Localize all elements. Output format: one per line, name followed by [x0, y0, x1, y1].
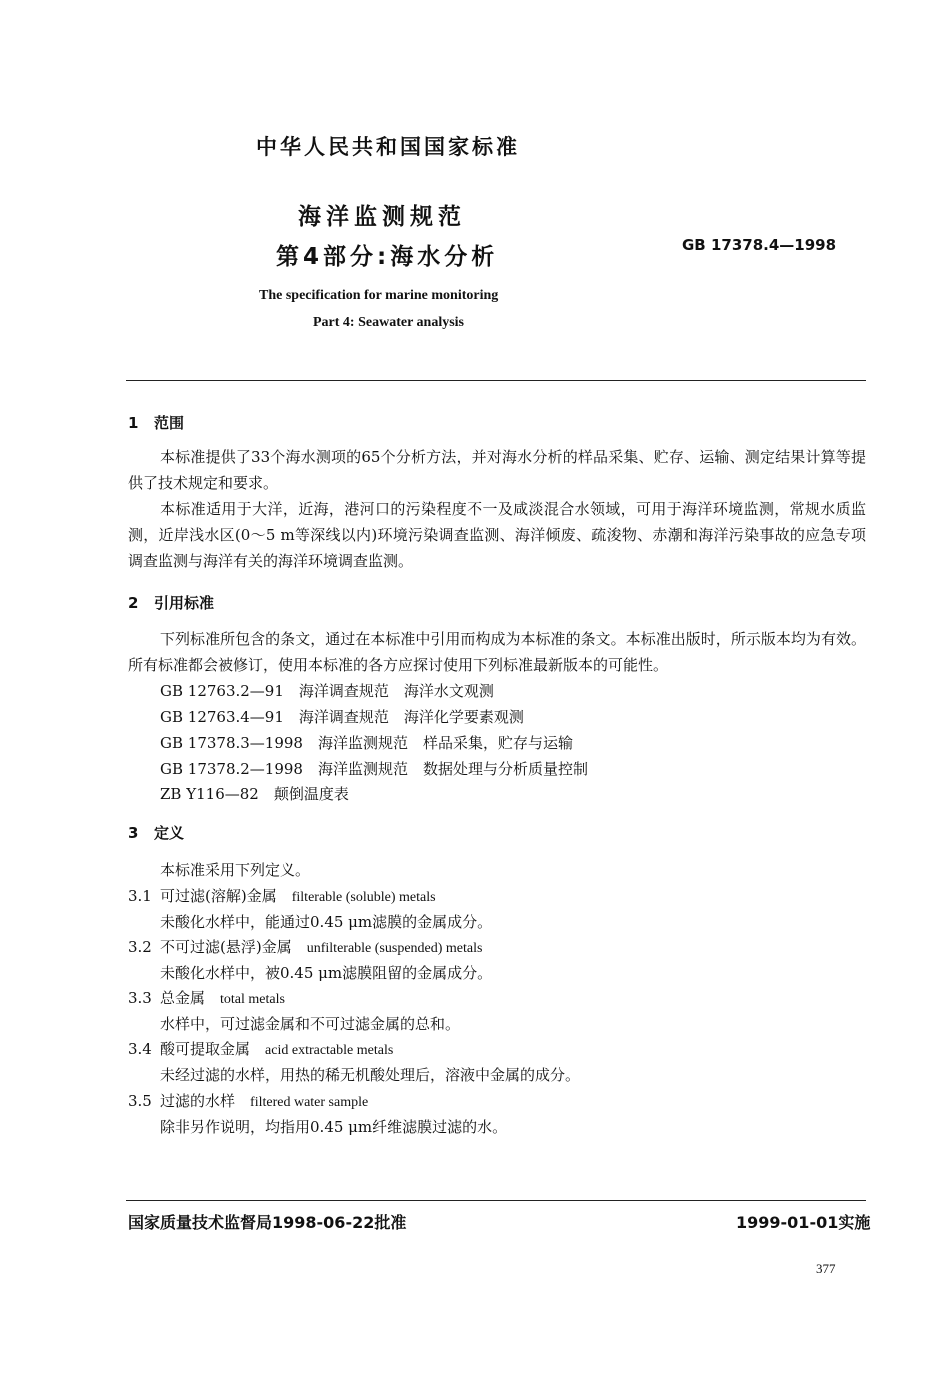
paragraph: 本标准适用于大洋，近海，港河口的污染程度不一及咸淡混合水领域，可用于海洋环境监测，常规水质监测，近岸浅水区(0～5 m等深线以内)环境污染调查监测、海洋倾废、疏浚物、赤潮和海洋污染事故的应急专项调查监测与海洋有关的海洋环境调查监测。	[128, 500, 866, 570]
definition-term-en: total metals	[220, 992, 285, 1007]
standard-code: GB 17378.4—1998	[682, 236, 837, 254]
document-title-line2: 第4部分:海水分析	[276, 244, 499, 270]
definition-number: 3.4	[128, 1040, 152, 1058]
definition-3-4	[128, 1038, 393, 1059]
section-title: 范围	[154, 414, 185, 432]
definition-term-en: filtered water sample	[250, 1095, 369, 1110]
definition-number: 3.2	[128, 938, 152, 956]
definition-term-en: unfilterable (suspended) metals	[306, 941, 483, 956]
reference-item: GB 12763.2—91 海洋调查规范 海洋水文观测	[160, 682, 494, 700]
definition-term-en: filterable (soluble) metals	[291, 890, 436, 905]
effective-date: 1999-01-01实施	[736, 1213, 871, 1232]
definition-number: 3.5	[128, 1092, 152, 1110]
english-title-line1: The specification for marine monitoring	[259, 288, 499, 303]
definition-term: 不可过滤(悬浮)金属	[160, 938, 292, 956]
definition-number: 3.1	[128, 887, 152, 905]
definition-3-5	[128, 1090, 368, 1111]
definition-desc: 除非另作说明，均指用0.45 μm纤维滤膜过滤的水。	[160, 1118, 508, 1136]
reference-item: GB 17378.2—1998 海洋监测规范 数据处理与分析质量控制	[160, 760, 588, 778]
definition-number: 3.3	[128, 989, 152, 1007]
section-title: 引用标准	[154, 594, 215, 612]
definition-desc: 未酸化水样中，能通过0.45 μm滤膜的金属成分。	[160, 913, 493, 931]
definition-3-1	[128, 885, 436, 906]
section-2-heading	[128, 592, 214, 613]
definition-3-2	[128, 936, 482, 957]
section-3-heading	[128, 822, 184, 843]
reference-item: GB 17378.3—1998 海洋监测规范 样品采集，贮存与运输	[160, 734, 573, 752]
footer-divider	[126, 1200, 866, 1201]
header-divider	[126, 380, 866, 381]
paragraph: 下列标准所包含的条文，通过在本标准中引用而构成为本标准的条文。本标准出版时，所示版本均为有效。所有标准都会被修订，使用本标准的各方应探讨使用下列标准最新版本的可能性。	[128, 630, 866, 674]
page-number: 377	[816, 1261, 836, 1276]
section-number: 2	[128, 594, 139, 612]
definition-3-3	[128, 987, 285, 1008]
definition-desc: 水样中，可过滤金属和不可过滤金属的总和。	[160, 1015, 461, 1033]
definition-term: 酸可提取金属	[160, 1040, 251, 1058]
paragraph: 本标准提供了33个海水测项的65个分析方法，并对海水分析的样品采集、贮存、运输、测定结果计算等提供了技术规定和要求。	[128, 448, 866, 492]
section-3-intro: 本标准采用下列定义。	[160, 861, 311, 879]
document-title-line1: 海洋监测规范	[298, 204, 466, 230]
reference-item: GB 12763.4—91 海洋调查规范 海洋化学要素观测	[160, 708, 524, 726]
section-title: 定义	[154, 824, 185, 842]
section-1-heading	[128, 412, 184, 433]
definition-term-en: acid extractable metals	[265, 1043, 394, 1058]
national-standard-heading: 中华人民共和国国家标准	[256, 135, 520, 159]
definition-term: 总金属	[160, 989, 206, 1007]
approval-line: 国家质量技术监督局1998-06-22批准	[128, 1213, 407, 1232]
section-number: 3	[128, 824, 139, 842]
reference-item: ZB Y116—82 颠倒温度表	[160, 785, 349, 803]
section-1-body	[128, 444, 866, 574]
definition-desc: 未经过滤的水样，用热的稀无机酸处理后，溶液中金属的成分。	[160, 1066, 581, 1084]
definition-term: 过滤的水样	[160, 1092, 236, 1110]
section-number: 1	[128, 414, 139, 432]
english-title-line2: Part 4: Seawater analysis	[313, 315, 464, 330]
section-2-body	[128, 626, 866, 678]
definition-desc: 未酸化水样中，被0.45 μm滤膜阻留的金属成分。	[160, 964, 493, 982]
definition-term: 可过滤(溶解)金属	[160, 887, 277, 905]
